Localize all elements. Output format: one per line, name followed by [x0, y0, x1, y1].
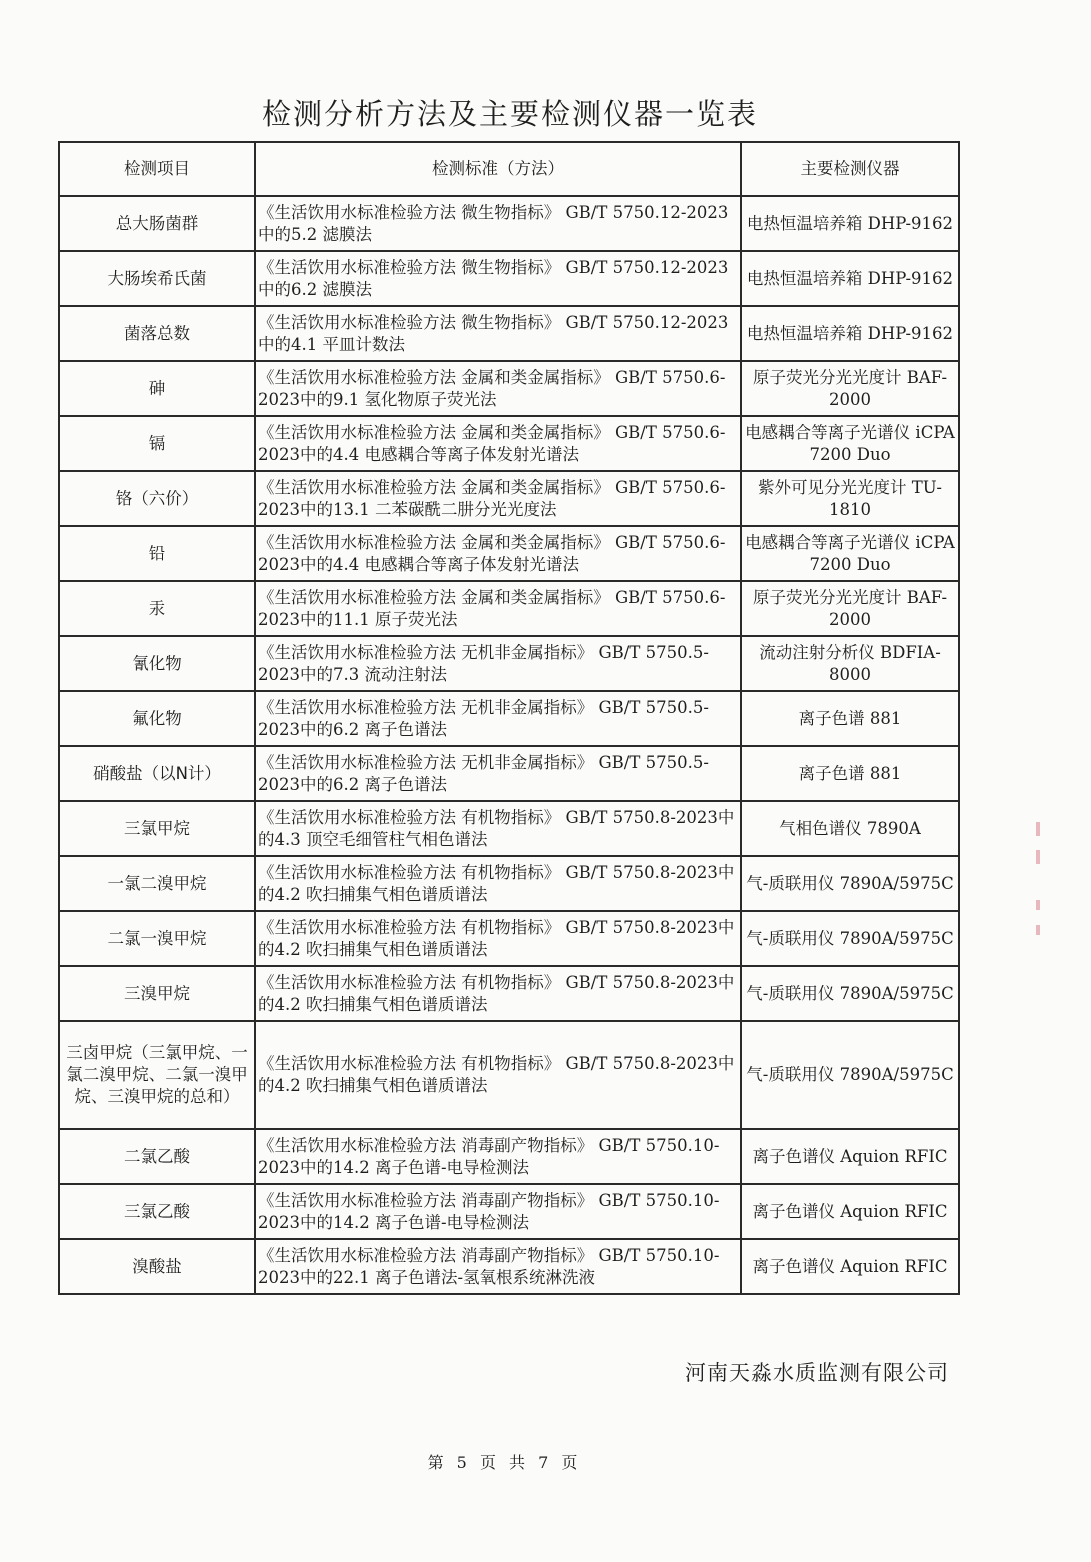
company-name: 河南天淼水质监测有限公司 [685, 1361, 949, 1385]
cell-item: 铅 [59, 526, 255, 581]
cell-instrument: 离子色谱仪 Aquion RFIC [741, 1129, 959, 1184]
table-body [59, 196, 959, 1294]
page-number: 第 5 页 共 7 页 [427, 1453, 578, 1472]
cell-method: 《生活饮用水标准检验方法 微生物指标》 GB/T 5750.12-2023中的6.2 滤膜法 [255, 251, 741, 306]
cell-item: 三溴甲烷 [59, 966, 255, 1021]
table-header-row [59, 142, 959, 196]
cell-method: 《生活饮用水标准检验方法 无机非金属指标》 GB/T 5750.5-2023中的6.2 离子色谱法 [255, 691, 741, 746]
cell-item: 铬（六价） [59, 471, 255, 526]
cell-item: 菌落总数 [59, 306, 255, 361]
cell-item: 二氯一溴甲烷 [59, 911, 255, 966]
header-instrument: 主要检测仪器 [741, 142, 959, 196]
table-row [59, 251, 959, 306]
cell-instrument: 电感耦合等离子光谱仪 iCPA 7200 Duo [741, 416, 959, 471]
cell-item: 三卤甲烷（三氯甲烷、一氯二溴甲烷、二氯一溴甲烷、三溴甲烷的总和） [59, 1021, 255, 1129]
stamp-mark [1036, 822, 1040, 836]
header-item: 检测项目 [59, 142, 255, 196]
cell-item: 三氯甲烷 [59, 801, 255, 856]
cell-item: 一氯二溴甲烷 [59, 856, 255, 911]
table-row [59, 306, 959, 361]
stamp-mark [1036, 850, 1040, 864]
cell-method: 《生活饮用水标准检验方法 微生物指标》 GB/T 5750.12-2023中的4.1 平皿计数法 [255, 306, 741, 361]
table-row [59, 966, 959, 1021]
cell-method: 《生活饮用水标准检验方法 无机非金属指标》 GB/T 5750.5-2023中的6.2 离子色谱法 [255, 746, 741, 801]
table-row [59, 1021, 959, 1129]
cell-method: 《生活饮用水标准检验方法 消毒副产物指标》 GB/T 5750.10-2023中的14.2 离子色谱-电导检测法 [255, 1129, 741, 1184]
table-row [59, 911, 959, 966]
cell-instrument: 气-质联用仪 7890A/5975C [741, 856, 959, 911]
table-row [59, 691, 959, 746]
stamp-mark [1036, 900, 1040, 910]
cell-method: 《生活饮用水标准检验方法 消毒副产物指标》 GB/T 5750.10-2023中的22.1 离子色谱法-氢氧根系统淋洗液 [255, 1239, 741, 1294]
table-row [59, 801, 959, 856]
cell-instrument: 电热恒温培养箱 DHP-9162 [741, 196, 959, 251]
table-row [59, 1184, 959, 1239]
cell-method: 《生活饮用水标准检验方法 无机非金属指标》 GB/T 5750.5-2023中的7.3 流动注射法 [255, 636, 741, 691]
stamp-mark [1036, 925, 1040, 935]
table-row [59, 526, 959, 581]
cell-method: 《生活饮用水标准检验方法 金属和类金属指标》 GB/T 5750.6-2023中的13.1 二苯碳酰二肼分光光度法 [255, 471, 741, 526]
cell-instrument: 气-质联用仪 7890A/5975C [741, 911, 959, 966]
cell-instrument: 离子色谱 881 [741, 691, 959, 746]
table-row [59, 856, 959, 911]
table-row [59, 1239, 959, 1294]
cell-item: 大肠埃希氏菌 [59, 251, 255, 306]
cell-instrument: 气相色谱仪 7890A [741, 801, 959, 856]
cell-method: 《生活饮用水标准检验方法 金属和类金属指标》 GB/T 5750.6-2023中的9.1 氢化物原子荧光法 [255, 361, 741, 416]
table-row [59, 636, 959, 691]
cell-instrument: 流动注射分析仪 BDFIA-8000 [741, 636, 959, 691]
cell-item: 汞 [59, 581, 255, 636]
cell-item: 总大肠菌群 [59, 196, 255, 251]
cell-method: 《生活饮用水标准检验方法 微生物指标》 GB/T 5750.12-2023中的5.2 滤膜法 [255, 196, 741, 251]
cell-item: 镉 [59, 416, 255, 471]
document-title: 检测分析方法及主要检测仪器一览表 [261, 97, 758, 131]
cell-item: 溴酸盐 [59, 1239, 255, 1294]
cell-instrument: 电热恒温培养箱 DHP-9162 [741, 306, 959, 361]
cell-item: 硝酸盐（以N计） [59, 746, 255, 801]
cell-method: 《生活饮用水标准检验方法 有机物指标》 GB/T 5750.8-2023中的4.2 吹扫捕集气相色谱质谱法 [255, 856, 741, 911]
table-row [59, 196, 959, 251]
cell-item: 砷 [59, 361, 255, 416]
cell-instrument: 紫外可见分光光度计 TU-1810 [741, 471, 959, 526]
cell-instrument: 电热恒温培养箱 DHP-9162 [741, 251, 959, 306]
cell-method: 《生活饮用水标准检验方法 消毒副产物指标》 GB/T 5750.10-2023中的14.2 离子色谱-电导检测法 [255, 1184, 741, 1239]
table-row [59, 1129, 959, 1184]
cell-method: 《生活饮用水标准检验方法 有机物指标》 GB/T 5750.8-2023中的4.2 吹扫捕集气相色谱质谱法 [255, 911, 741, 966]
table-row [59, 416, 959, 471]
cell-item: 二氯乙酸 [59, 1129, 255, 1184]
cell-item: 氟化物 [59, 691, 255, 746]
cell-instrument: 离子色谱仪 Aquion RFIC [741, 1184, 959, 1239]
table-row [59, 471, 959, 526]
cell-instrument: 离子色谱仪 Aquion RFIC [741, 1239, 959, 1294]
cell-method: 《生活饮用水标准检验方法 金属和类金属指标》 GB/T 5750.6-2023中的4.4 电感耦合等离子体发射光谱法 [255, 526, 741, 581]
cell-instrument: 原子荧光分光光度计 BAF-2000 [741, 361, 959, 416]
cell-instrument: 电感耦合等离子光谱仪 iCPA 7200 Duo [741, 526, 959, 581]
cell-method: 《生活饮用水标准检验方法 有机物指标》 GB/T 5750.8-2023中的4.3 顶空毛细管柱气相色谱法 [255, 801, 741, 856]
cell-instrument: 原子荧光分光光度计 BAF-2000 [741, 581, 959, 636]
table-row [59, 361, 959, 416]
table-row [59, 746, 959, 801]
table-row [59, 581, 959, 636]
cell-method: 《生活饮用水标准检验方法 有机物指标》 GB/T 5750.8-2023中的4.2 吹扫捕集气相色谱质谱法 [255, 1021, 741, 1129]
cell-method: 《生活饮用水标准检验方法 金属和类金属指标》 GB/T 5750.6-2023中的11.1 原子荧光法 [255, 581, 741, 636]
header-method: 检测标准（方法） [255, 142, 741, 196]
cell-method: 《生活饮用水标准检验方法 有机物指标》 GB/T 5750.8-2023中的4.2 吹扫捕集气相色谱质谱法 [255, 966, 741, 1021]
cell-item: 三氯乙酸 [59, 1184, 255, 1239]
cell-item: 氰化物 [59, 636, 255, 691]
cell-instrument: 气-质联用仪 7890A/5975C [741, 1021, 959, 1129]
methods-table [58, 141, 960, 1295]
cell-instrument: 离子色谱 881 [741, 746, 959, 801]
cell-instrument: 气-质联用仪 7890A/5975C [741, 966, 959, 1021]
cell-method: 《生活饮用水标准检验方法 金属和类金属指标》 GB/T 5750.6-2023中的4.4 电感耦合等离子体发射光谱法 [255, 416, 741, 471]
